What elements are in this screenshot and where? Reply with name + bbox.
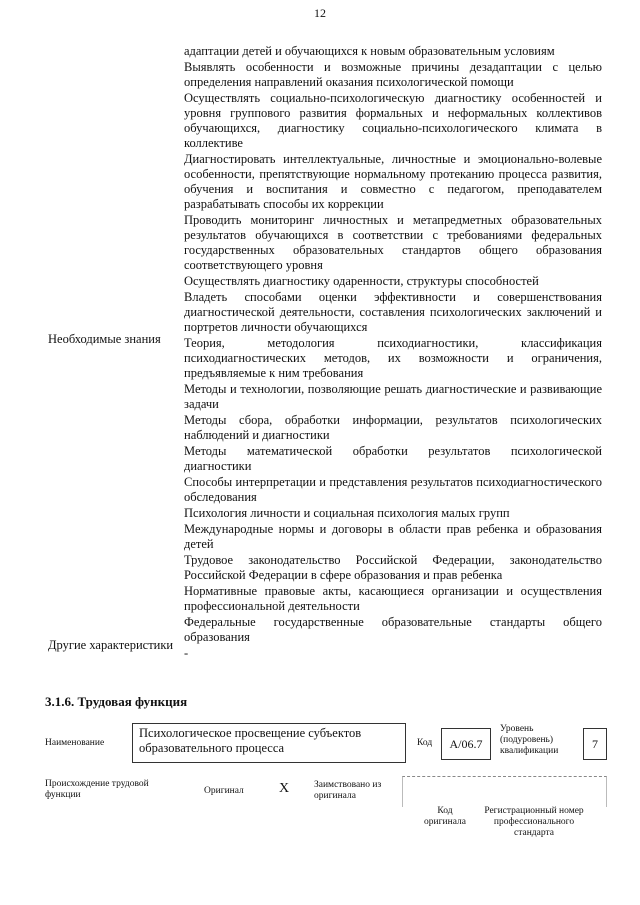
list-item: Нормативные правовые акты, касающиеся организации и осуществления профессиональной деятельности — [184, 584, 602, 613]
code-label: Код — [417, 738, 433, 748]
right-column — [184, 44, 602, 662]
row-label-knowledge: Необходимые знания — [48, 332, 161, 346]
skills-list — [184, 44, 602, 335]
row-label-other: Другие характеристики — [48, 638, 174, 652]
reg-number-label: Регистрационный номер профессионального стандарта — [484, 806, 584, 838]
list-item: Методы сбора, обработки информации, результатов психологических наблюдений и диагностики — [184, 413, 602, 442]
name-label: Наименование — [45, 738, 105, 748]
code-value: А/06.7 — [441, 728, 491, 760]
other-value: - — [184, 646, 189, 660]
orig-code-label: Код оригинала — [424, 806, 466, 827]
list-item: Теория, методология психодиагностики, классификация психодиагностических методов, их возможности и ограничения, предъявляемые к ним требования — [184, 336, 602, 380]
list-item: Проводить мониторинг личностных и метапредметных образовательных результатов обучающихся в соответствии с требованиями федеральных государственных образовательных стандартов общего образования соответствующего уровня — [184, 213, 602, 272]
list-item: Трудовое законодательство Российской Федерации, законодательство Российской Федерации в сфере образования и прав ребенка — [184, 553, 602, 582]
list-item: Диагностировать интеллектуальные, личностные и эмоционально-волевые особенности, препятствующие нормальному протеканию процесса развития, обучения и воспитания и совместно с педагогом, преподавателем разрабатывать способы их коррекции — [184, 152, 602, 211]
list-item: Осуществлять диагностику одаренности, структуры способностей — [184, 274, 539, 288]
list-item: Федеральные государственные образовательные стандарты общего образования — [184, 615, 602, 644]
list-item: Осуществлять социально-психологическую диагностику особенностей и уровня группового развития формальных и неформальных коллективов обучающихся, диагностику социально-психологического климата в коллективе — [184, 91, 602, 150]
name-value: Психологическое просвещение субъектов образовательного процесса — [139, 726, 362, 755]
section-heading: 3.1.6. Трудовая функция — [45, 694, 188, 709]
knowledge-list — [184, 336, 602, 645]
level-value: 7 — [583, 728, 607, 760]
list-item: Международные нормы и договоры в области прав ребенка и образования детей — [184, 522, 602, 551]
list-item: Владеть способами оценки эффективности и совершенствования диагностической деятельности, составления психологических заключений и портретов личности обучающихся — [184, 290, 602, 334]
original-label: Оригинал — [204, 786, 244, 796]
original-mark: Х — [279, 781, 290, 796]
list-item: Методы математической обработки результатов психологической диагностики — [184, 444, 602, 473]
level-label: Уровень (подуровень) квалификации — [500, 724, 559, 756]
origin-label: Происхождение трудовой функции — [45, 779, 149, 800]
page-number: 12 — [314, 6, 326, 20]
borrowed-label: Заимствовано из оригинала — [314, 780, 382, 801]
list-item: Методы и технологии, позволяющие решать диагностические и развивающие задачи — [184, 382, 602, 411]
list-item: адаптации детей и обучающихся к новым образовательным условиям — [184, 44, 555, 58]
list-item: Психология личности и социальная психология малых групп — [184, 506, 510, 520]
name-field — [132, 723, 406, 763]
origin-boxes — [402, 776, 607, 807]
list-item: Способы интерпретации и представления результатов психодиагностического обследования — [184, 475, 602, 504]
list-item: Выявлять особенности и возможные причины дезадаптации с целью определения направлений оказания психологической помощи — [184, 60, 602, 89]
